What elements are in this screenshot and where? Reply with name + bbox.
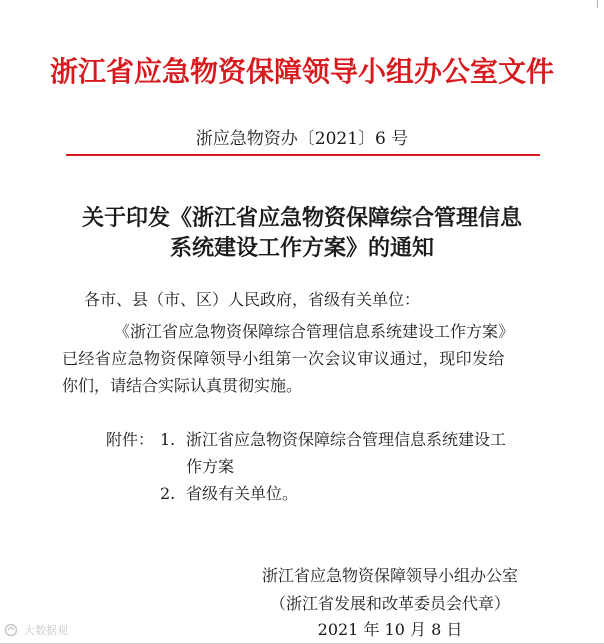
issuer-header-title: 浙江省应急物资保障领导小组办公室文件 <box>49 55 554 88</box>
attachment-1-number: 1. <box>160 430 176 449</box>
body-paragraph-line-1: 《浙江省应急物资保障综合管理信息系统建设工作方案》 <box>114 322 515 341</box>
body-paragraph-line-3: 你们，请结合实际认真贯彻实施。 <box>62 376 303 395</box>
signature-seal-note: （浙江省发展和改革委员会代章） <box>269 594 510 613</box>
attachment-2-title: 省级有关单位。 <box>186 484 299 503</box>
signature-office: 浙江省应急物资保障领导小组办公室 <box>261 566 518 585</box>
watermark-logo-icon <box>4 623 20 637</box>
attachment-1-title-line-2: 作方案 <box>186 457 235 476</box>
signature-date: 2021 年 10 月 8 日 <box>317 620 463 639</box>
document-title-line-2: 系统建设工作方案》的通知 <box>169 235 434 261</box>
attachments-label: 附件： <box>106 430 155 449</box>
salutation: 各市、县（市、区）人民政府，省级有关单位： <box>84 290 421 309</box>
watermark-text: 大数据观 <box>24 624 68 637</box>
document-title <box>0 203 604 263</box>
red-separator-line <box>66 154 540 156</box>
watermark <box>4 622 68 638</box>
attachment-2-number: 2. <box>160 484 176 503</box>
page-edge-mark <box>597 0 598 8</box>
document-title-line-1: 关于印发《浙江省应急物资保障综合管理信息 <box>81 205 522 231</box>
attachment-1-title-line-1: 浙江省应急物资保障综合管理信息系统建设工 <box>186 430 507 449</box>
document-number: 浙应急物资办〔2021〕6 号 <box>195 129 409 149</box>
body-paragraph-line-2: 已经省应急物资保障领导小组第一次会议审议通过，现印发给 <box>62 349 505 368</box>
